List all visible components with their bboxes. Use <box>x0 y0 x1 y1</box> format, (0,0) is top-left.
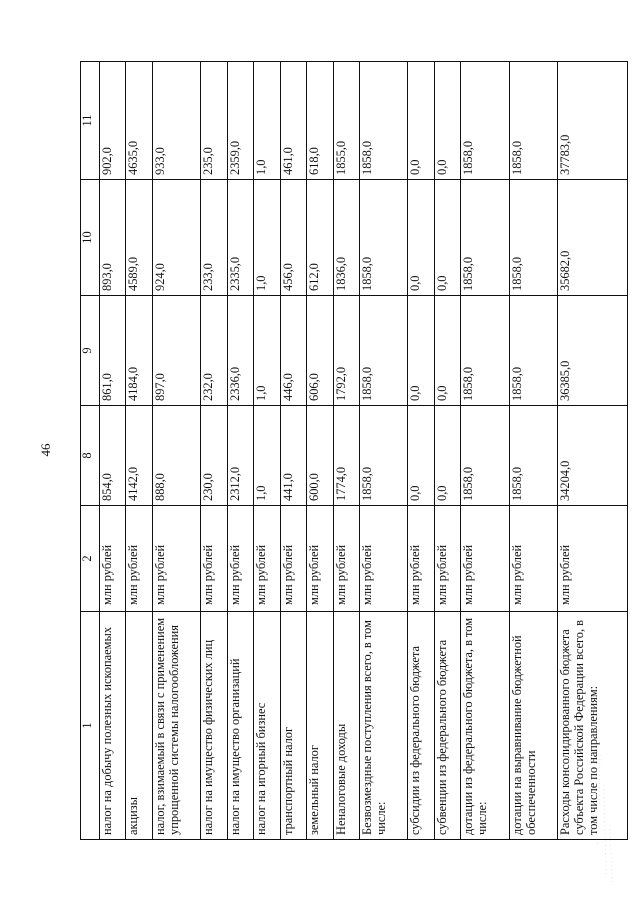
unit-cell: млн рублей <box>201 506 227 612</box>
value-cell-col11: 4635,0 <box>126 62 152 180</box>
row-name-cell: субвенции из федерального бюджета <box>434 612 460 840</box>
value-cell-col9: 1792,0 <box>333 296 359 406</box>
row-name-cell: налог на игорный бизнес <box>254 612 280 840</box>
value-cell-col9: 0,0 <box>434 296 460 406</box>
table-row <box>100 62 126 840</box>
table-row <box>126 62 152 840</box>
header-cell: 11 <box>81 62 100 180</box>
table-container <box>80 62 628 840</box>
value-cell-col11: 1858,0 <box>461 62 509 180</box>
value-cell-col10: 35682,0 <box>557 180 627 296</box>
value-cell-col9: 1,0 <box>254 296 280 406</box>
row-name-cell: транспортный налог <box>280 612 306 840</box>
value-cell-col9: 232,0 <box>201 296 227 406</box>
table-row <box>434 62 460 840</box>
value-cell-col8: 1858,0 <box>360 406 408 506</box>
value-cell-col8: 0,0 <box>434 406 460 506</box>
unit-cell: млн рублей <box>280 506 306 612</box>
value-cell-col10: 612,0 <box>307 180 333 296</box>
value-cell-col10: 0,0 <box>434 180 460 296</box>
value-cell-col8: 4142,0 <box>126 406 152 506</box>
value-cell-col9: 36385,0 <box>557 296 627 406</box>
rotated-table-frame <box>80 62 628 840</box>
header-cell: 10 <box>81 180 100 296</box>
row-name-cell: налог, взимаемый в связи с применением упрощенной системы налогообложения <box>152 612 200 840</box>
faint-marks <box>590 745 620 885</box>
value-cell-col8: 441,0 <box>280 406 306 506</box>
value-cell-col9: 446,0 <box>280 296 306 406</box>
value-cell-col11: 0,0 <box>434 62 460 180</box>
unit-cell: млн рублей <box>509 506 557 612</box>
value-cell-col11: 933,0 <box>152 62 200 180</box>
value-cell-col8: 600,0 <box>307 406 333 506</box>
unit-cell: млн рублей <box>152 506 200 612</box>
value-cell-col10: 1858,0 <box>360 180 408 296</box>
value-cell-col11: 235,0 <box>201 62 227 180</box>
header-cell: 1 <box>81 612 100 840</box>
value-cell-col8: 0,0 <box>408 406 434 506</box>
value-cell-col10: 924,0 <box>152 180 200 296</box>
value-cell-col10: 456,0 <box>280 180 306 296</box>
value-cell-col11: 0,0 <box>408 62 434 180</box>
header-row <box>81 62 100 840</box>
table-row <box>333 62 359 840</box>
value-cell-col8: 1858,0 <box>509 406 557 506</box>
value-cell-col8: 1774,0 <box>333 406 359 506</box>
value-cell-col8: 1858,0 <box>461 406 509 506</box>
value-cell-col10: 1858,0 <box>509 180 557 296</box>
value-cell-col11: 902,0 <box>100 62 126 180</box>
row-name-cell: акцизы <box>126 612 152 840</box>
table-row <box>408 62 434 840</box>
value-cell-col9: 1858,0 <box>461 296 509 406</box>
row-name-cell: налог на добычу полезных ископаемых <box>100 612 126 840</box>
row-name-cell: земельный налог <box>307 612 333 840</box>
value-cell-col9: 897,0 <box>152 296 200 406</box>
value-cell-col10: 233,0 <box>201 180 227 296</box>
value-cell-col10: 1,0 <box>254 180 280 296</box>
row-name-cell: налог на имущество физических лиц <box>201 612 227 840</box>
value-cell-col9: 0,0 <box>408 296 434 406</box>
unit-cell: млн рублей <box>434 506 460 612</box>
unit-cell: млн рублей <box>126 506 152 612</box>
table-row <box>461 62 509 840</box>
header-cell: 8 <box>81 406 100 506</box>
unit-cell: млн рублей <box>227 506 253 612</box>
value-cell-col9: 606,0 <box>307 296 333 406</box>
value-cell-col10: 1836,0 <box>333 180 359 296</box>
value-cell-col9: 861,0 <box>100 296 126 406</box>
unit-cell: млн рублей <box>100 506 126 612</box>
table-row <box>509 62 557 840</box>
table-row <box>360 62 408 840</box>
table-row <box>557 62 627 840</box>
value-cell-col10: 1858,0 <box>461 180 509 296</box>
table-row <box>201 62 227 840</box>
row-name-cell: налог на имущество организаций <box>227 612 253 840</box>
value-cell-col8: 1,0 <box>254 406 280 506</box>
value-cell-col11: 2359,0 <box>227 62 253 180</box>
value-cell-col8: 854,0 <box>100 406 126 506</box>
value-cell-col10: 893,0 <box>100 180 126 296</box>
value-cell-col11: 618,0 <box>307 62 333 180</box>
unit-cell: млн рублей <box>254 506 280 612</box>
value-cell-col8: 2312,0 <box>227 406 253 506</box>
value-cell-col9: 1858,0 <box>509 296 557 406</box>
budget-table <box>80 61 628 840</box>
value-cell-col10: 0,0 <box>408 180 434 296</box>
value-cell-col11: 37783,0 <box>557 62 627 180</box>
value-cell-col8: 230,0 <box>201 406 227 506</box>
row-name-cell: Неналоговые доходы <box>333 612 359 840</box>
row-name-cell: субсидии из федерального бюджета <box>408 612 434 840</box>
value-cell-col11: 1,0 <box>254 62 280 180</box>
unit-cell: млн рублей <box>307 506 333 612</box>
value-cell-col9: 4184,0 <box>126 296 152 406</box>
page-number: 46 <box>38 443 53 457</box>
value-cell-col9: 1858,0 <box>360 296 408 406</box>
value-cell-col11: 1858,0 <box>360 62 408 180</box>
unit-cell: млн рублей <box>333 506 359 612</box>
header-cell: 2 <box>81 506 100 612</box>
value-cell-col10: 4589,0 <box>126 180 152 296</box>
table-row <box>307 62 333 840</box>
header-cell: 9 <box>81 296 100 406</box>
unit-cell: млн рублей <box>557 506 627 612</box>
row-name-cell: дотации на выравнивание бюджетной обеспеченности <box>509 612 557 840</box>
value-cell-col9: 2336,0 <box>227 296 253 406</box>
table-row <box>227 62 253 840</box>
value-cell-col11: 1855,0 <box>333 62 359 180</box>
value-cell-col11: 461,0 <box>280 62 306 180</box>
unit-cell: млн рублей <box>461 506 509 612</box>
row-name-cell: Безвозмездные поступления всего, в том числе: <box>360 612 408 840</box>
value-cell-col11: 1858,0 <box>509 62 557 180</box>
table-row <box>254 62 280 840</box>
unit-cell: млн рублей <box>360 506 408 612</box>
value-cell-col8: 34204,0 <box>557 406 627 506</box>
table-row <box>152 62 200 840</box>
row-name-cell: Расходы консолидированного бюджета субъекта Российской Федерации всего, в том числе по направлениям: <box>557 612 627 840</box>
value-cell-col10: 2335,0 <box>227 180 253 296</box>
unit-cell: млн рублей <box>408 506 434 612</box>
row-name-cell: дотации из федерального бюджета, в том числе: <box>461 612 509 840</box>
table-row <box>280 62 306 840</box>
value-cell-col8: 888,0 <box>152 406 200 506</box>
